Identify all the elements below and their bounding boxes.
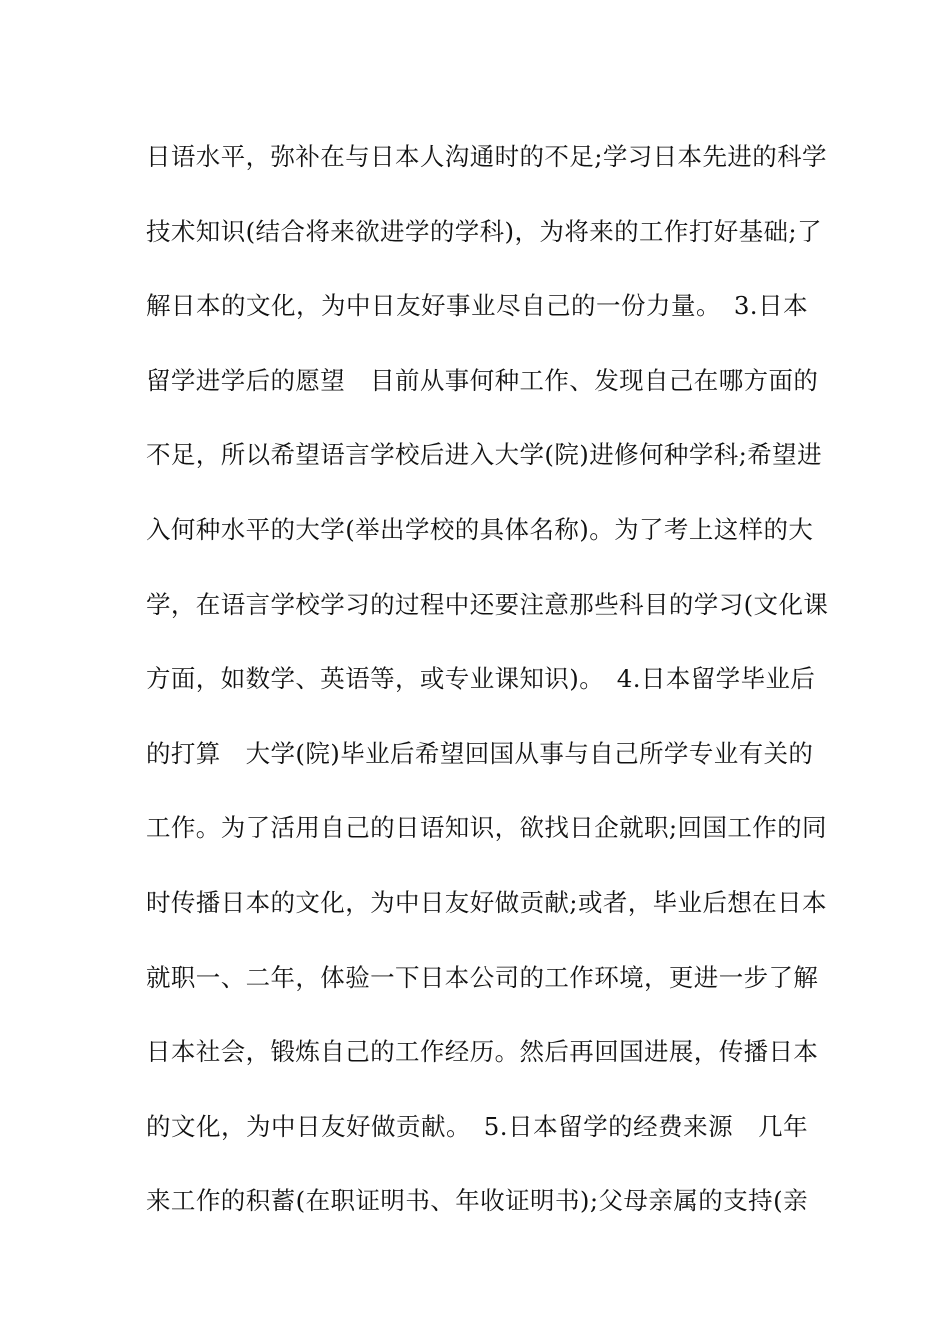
body-text — [146, 131, 829, 1250]
text-line: 就职一、二年，体验一下日本公司的工作环境，更进一步了解 — [146, 962, 819, 992]
text-line: 技术知识(结合将来欲进学的学科)，为将来的工作打好基础;了 — [146, 216, 822, 246]
text-line: 来工作的积蓄(在职证明书、年收证明书);父母亲属的支持(亲 — [146, 1186, 808, 1216]
text-line: 时传播日本的文化，为中日友好做贡献;或者，毕业后想在日本 — [146, 887, 827, 917]
text-line: 留学进学后的愿望 目前从事何种工作、发现自己在哪方面的 — [146, 365, 819, 395]
text-line: 入何种水平的大学(举出学校的具体名称)。为了考上这样的大 — [146, 514, 814, 544]
text-line: 日本社会，锻炼自己的工作经历。然后再回国进展，传播日本 — [146, 1037, 819, 1067]
text-line: 学，在语言学校学习的过程中还要注意那些科目的学习(文化课 — [146, 589, 829, 619]
text-line: 的打算 大学(院)毕业后希望回国从事与自己所学专业有关的 — [146, 738, 814, 768]
text-line: 日语水平，弥补在与日本人沟通时的不足;学习日本先进的科学 — [146, 142, 827, 171]
text-line: 方面，如数学、英语等，或专业课知识)。 4.日本留学毕业后 — [146, 664, 816, 694]
text-line: 解日本的文化，为中日友好事业尽自己的一份力量。 3.日本 — [146, 291, 808, 321]
text-line: 工作。为了活用自己的日语知识，欲找日企就职;回国工作的同 — [146, 813, 827, 843]
text-line: 不足，所以希望语言学校后进入大学(院)进修何种学科;希望进 — [146, 440, 822, 470]
text-line: 的文化，为中日友好做贡献。 5.日本留学的经费来源 几年 — [146, 1111, 808, 1141]
